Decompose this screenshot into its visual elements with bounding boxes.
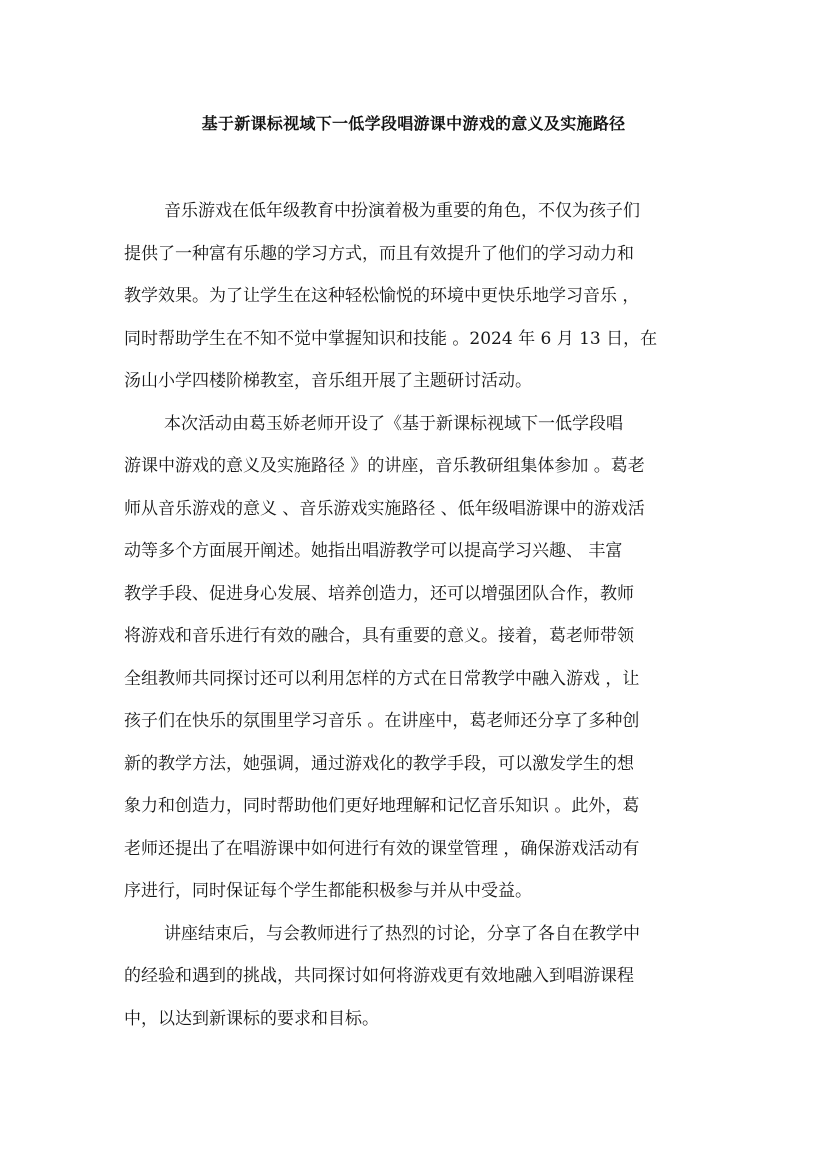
paragraph-line: 汤山小学四楼阶梯教室，音乐组开展了主题研讨活动。	[124, 371, 532, 391]
paragraph-line: 本次活动由葛玉娇老师开设了《基于新课标视域下一低学段唱	[164, 413, 623, 434]
document-title: 基于新课标视域下一低学段唱游课中游戏的意义及实施路径	[201, 114, 626, 133]
paragraph-line: 游课中游戏的意义及实施路径 》的讲座，音乐教研组集体参加 。葛老	[124, 456, 645, 476]
paragraph-2	[124, 409, 704, 919]
paragraph-line: 将游戏和音乐进行有效的融合，具有重要的意义。接着，葛老师带领	[124, 626, 634, 646]
paragraph-line: 孩子们在快乐的氛围里学习音乐 。在讲座中，葛老师还分享了多种创	[124, 711, 640, 731]
paragraph-line: 新的教学方法，她强调，通过游戏化的教学手段，可以激发学生的想	[124, 753, 634, 774]
paragraph-line: 师从音乐游戏的意义 、音乐游戏实施路径 、低年级唱游课中的游戏活	[124, 498, 645, 519]
paragraph-line: 同时帮助学生在不知不觉中掌握知识和技能 。2024 年 6 月 13 日，在	[124, 328, 658, 349]
paragraph-line: 音乐游戏在低年级教育中扮演着极为重要的角色，不仅为孩子们	[164, 201, 640, 221]
paragraph-line: 教学效果。为了让学生在这种轻松愉悦的环境中更快乐地学习音乐 ，	[124, 286, 640, 306]
paragraph-line: 动等多个方面展开阐述。她指出唱游教学可以提高学习兴趣、 丰富	[124, 541, 623, 561]
paragraph-line: 全组教师共同探讨还可以利用怎样的方式在日常教学中融入游戏 ，让	[124, 668, 640, 689]
document-body	[124, 196, 704, 1046]
paragraph-1	[124, 196, 704, 409]
paragraph-line: 教学手段、促进身心发展、培养创造力，还可以增强团队合作，教师	[124, 583, 634, 604]
paragraph-line: 象力和创造力，同时帮助他们更好地理解和记忆音乐知识 。此外，葛	[124, 796, 640, 816]
paragraph-line: 老师还提出了在唱游课中如何进行有效的课堂管理 ，确保游戏活动有	[124, 838, 640, 859]
paragraph-3	[124, 919, 704, 1047]
paragraph-line: 的经验和遇到的挑战，共同探讨如何将游戏更有效地融入到唱游课程	[124, 966, 634, 986]
paragraph-line: 提供了一种富有乐趣的学习方式，而且有效提升了他们的学习动力和	[124, 243, 634, 264]
paragraph-line: 序进行，同时保证每个学生都能积极参与并从中受益。	[124, 881, 532, 901]
paragraph-line: 中，以达到新课标的要求和目标。	[124, 1008, 379, 1029]
paragraph-line: 讲座结束后，与会教师进行了热烈的讨论，分享了各自在教学中	[164, 923, 640, 944]
